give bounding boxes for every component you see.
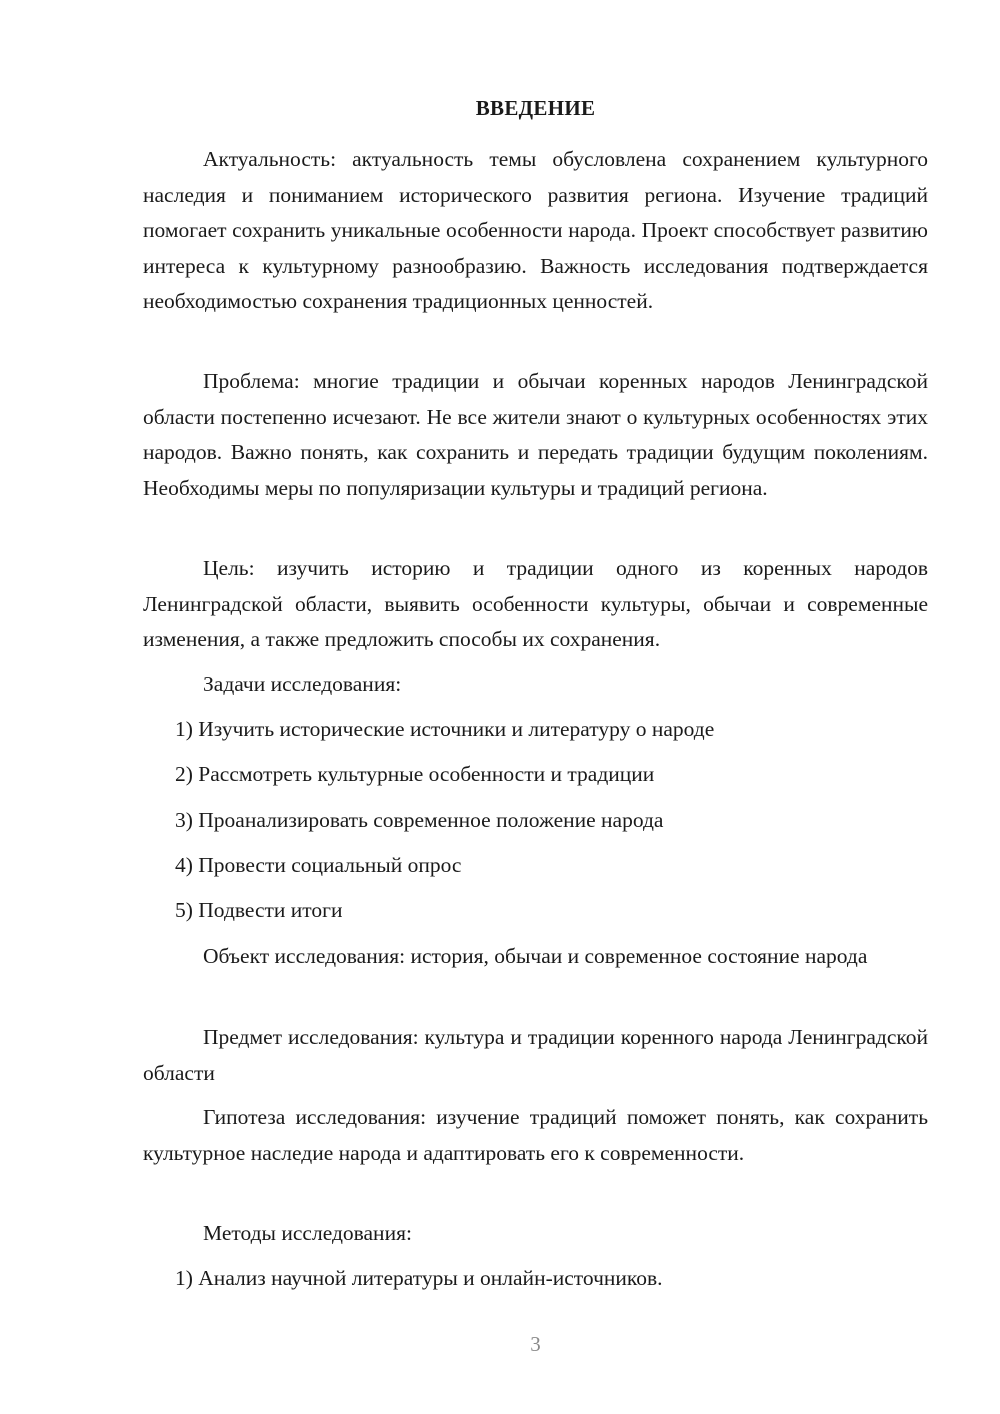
hypothesis-paragraph: Гипотеза исследования: изучение традиций поможет понять, как сохранить культурное наследие народа и адаптировать его к современности. xyxy=(143,1105,928,1165)
task-item-1: 1) Изучить исторические источники и литературу о народе xyxy=(175,717,715,741)
methods-label: Методы исследования: xyxy=(203,1221,412,1245)
page-number: 3 xyxy=(530,1332,541,1356)
object-paragraph: Объект исследования: история, обычаи и современное состояние народа xyxy=(203,944,868,968)
relevance-paragraph: Актуальность: актуальность темы обусловлена сохранением культурного наследия и пониманием исторического развития региона. Изучение традиций помогает сохранить уникальные особенности народа. Проект способствует развитию интереса к культурному разнообразию. Важность исследования подтверждается необходимостью сохранения традиционных ценностей. xyxy=(143,147,928,313)
task-item-5: 5) Подвести итоги xyxy=(175,898,343,922)
problem-paragraph: Проблема: многие традиции и обычаи коренных народов Ленинградской области постепенно исчезают. Не все жители знают о культурных особенностях этих народов. Важно понять, как сохранить и передать традиции будущим поколениям. Необходимы меры по популяризации культуры и традиций региона. xyxy=(143,369,928,500)
tasks-label: Задачи исследования: xyxy=(203,672,402,696)
task-item-2: 2) Рассмотреть культурные особенности и традиции xyxy=(175,762,655,786)
goal-paragraph: Цель: изучить историю и традиции одного из коренных народов Ленинградской области, выявить особенности культуры, обычаи и современные изменения, а также предложить способы их сохранения. xyxy=(143,556,928,651)
task-item-4: 4) Провести социальный опрос xyxy=(175,853,462,877)
section-heading: ВВЕДЕНИЕ xyxy=(475,96,596,120)
subject-paragraph: Предмет исследования: культура и традиции коренного народа Ленинградской области xyxy=(143,1025,928,1085)
method-item-1: 1) Анализ научной литературы и онлайн-источников. xyxy=(175,1266,663,1290)
task-item-3: 3) Проанализировать современное положение народа xyxy=(175,808,664,832)
document-page xyxy=(143,0,928,1414)
